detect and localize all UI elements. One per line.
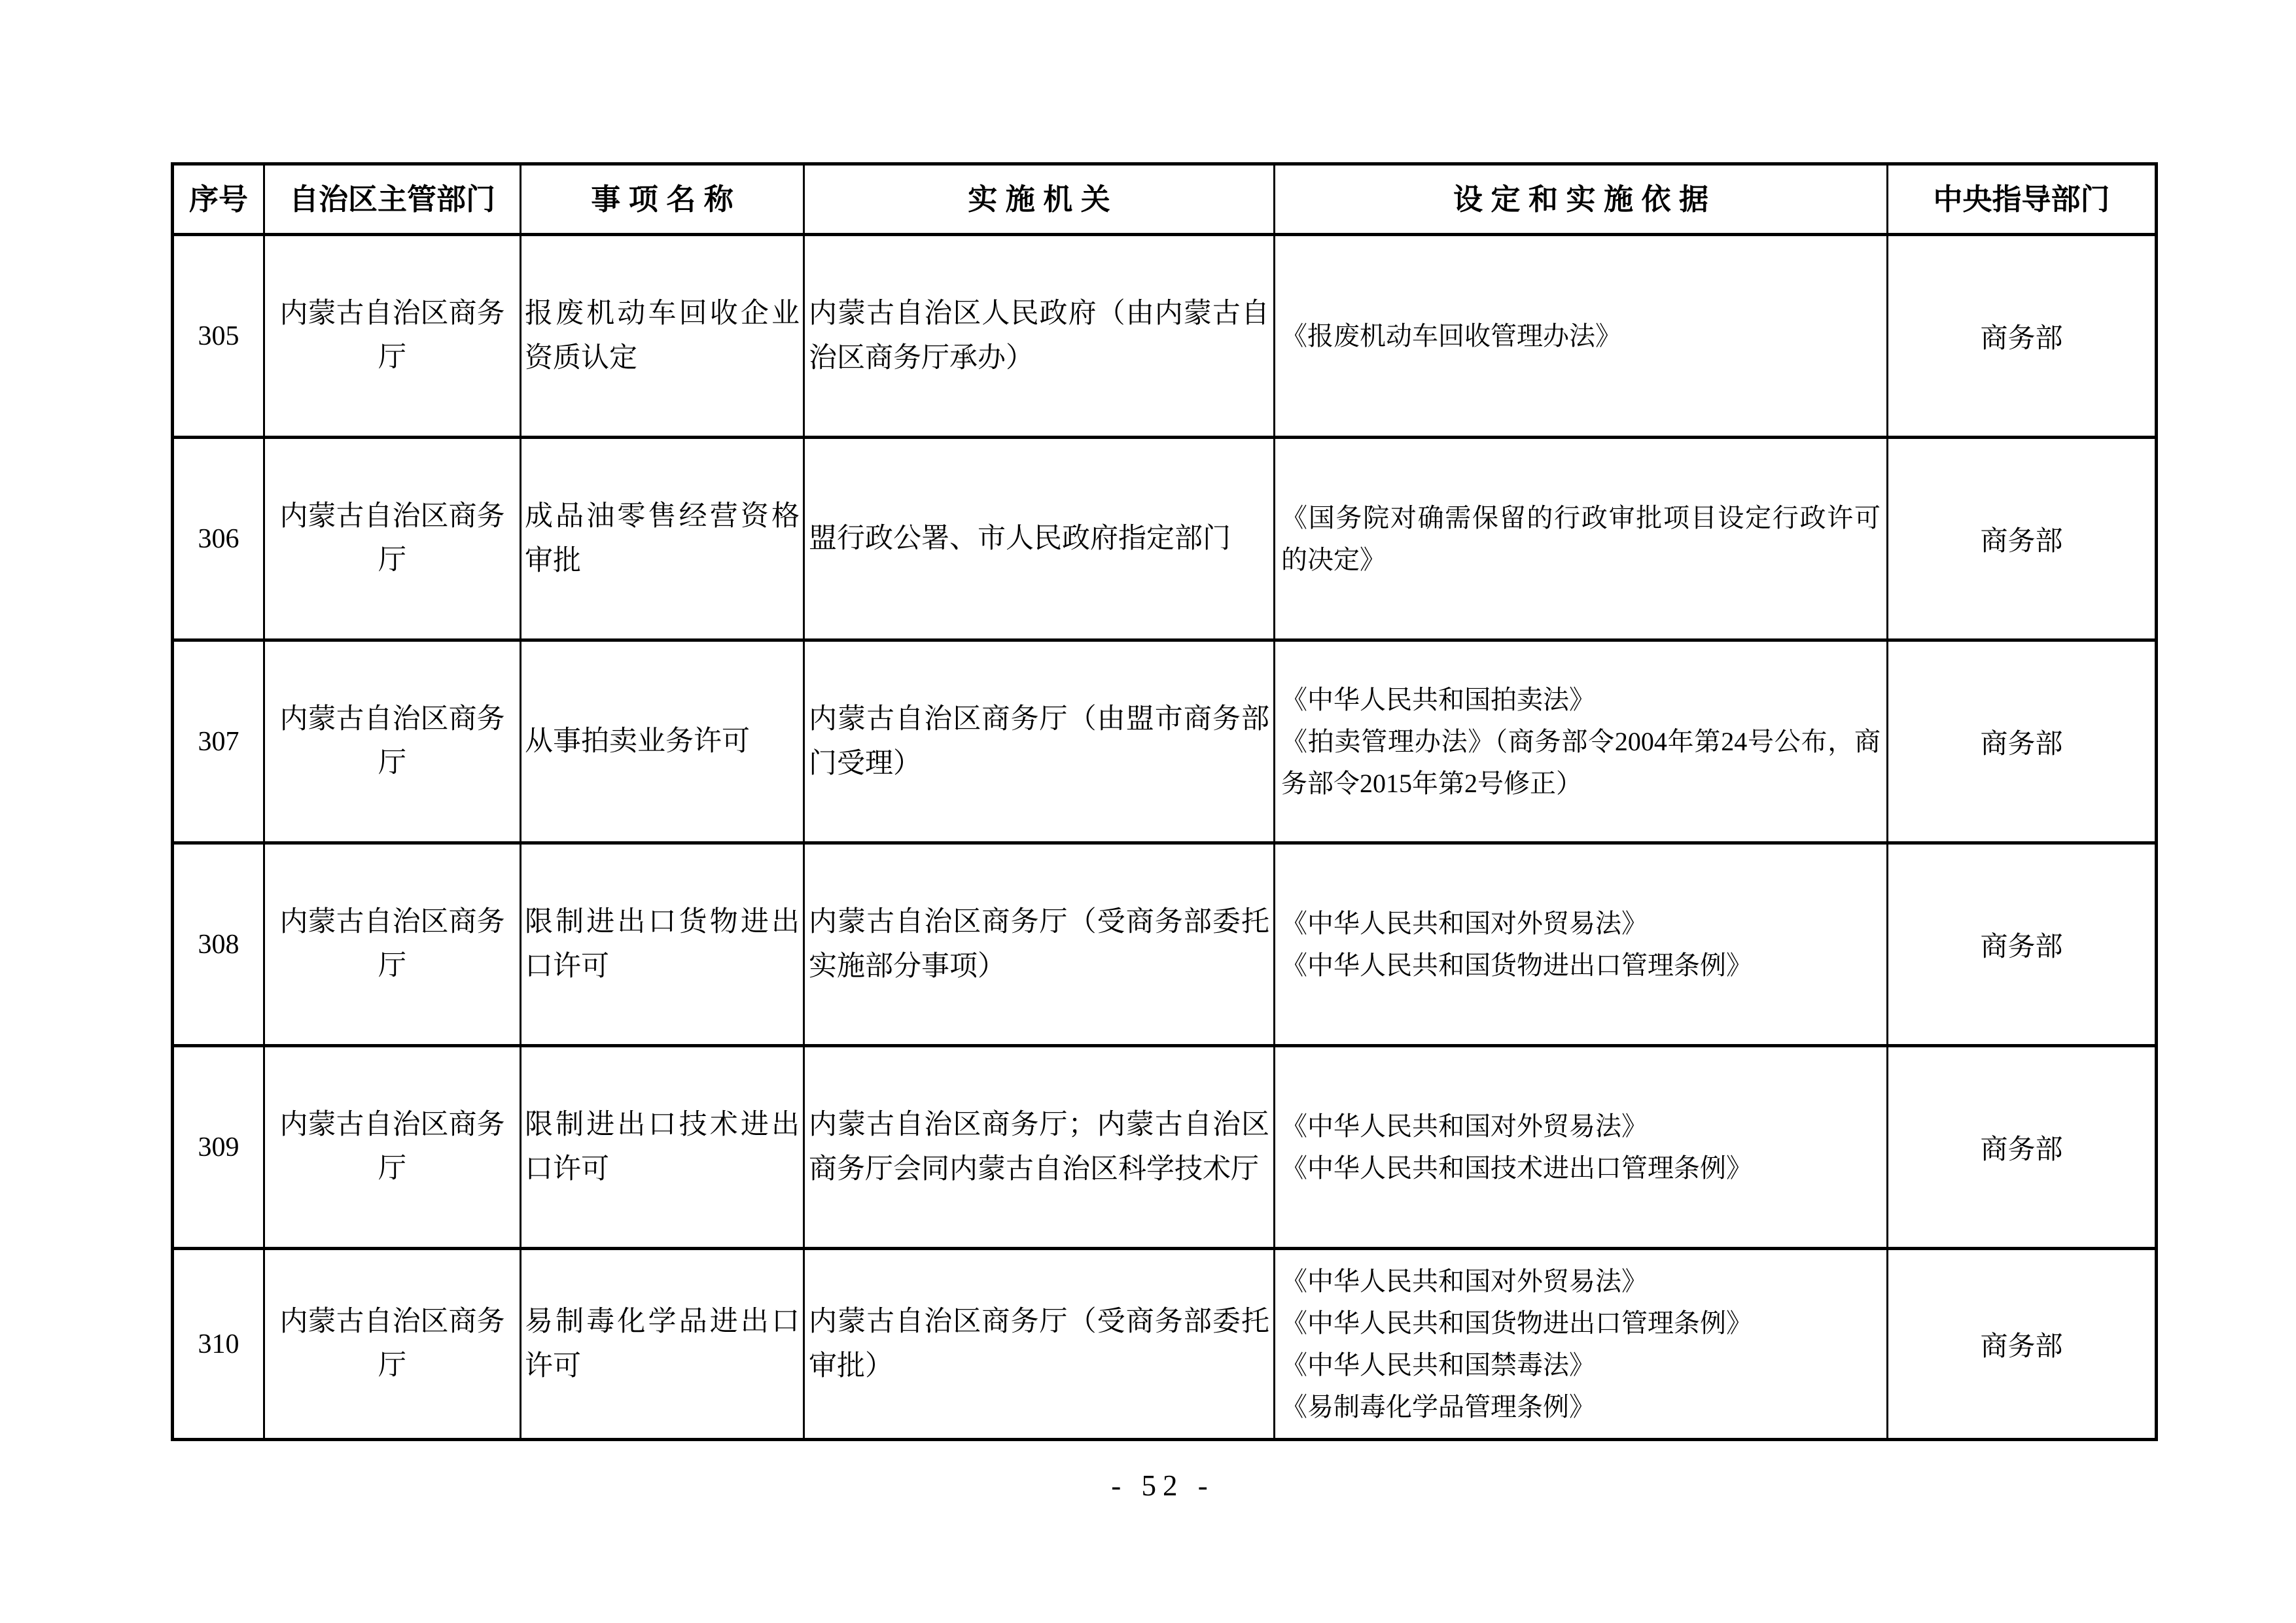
- table-row: [173, 640, 2157, 843]
- cell-central-department: 商务部: [1888, 843, 2157, 1046]
- basis-line: 《中华人民共和国货物进出口管理条例》: [1281, 950, 1752, 980]
- cell-serial-number: 308: [173, 843, 264, 1046]
- page-number: - 52 -: [1111, 1469, 1214, 1502]
- basis-line: 《中华人民共和国对外贸易法》: [1281, 1111, 1648, 1141]
- table-row: [173, 1249, 2157, 1440]
- cell-basis: [1275, 438, 1888, 640]
- cell-region-department: 内蒙古自治区商务厅: [264, 235, 521, 438]
- cell-central-department: 商务部: [1888, 1046, 2157, 1249]
- cell-item-name: 限制进出口技术进出口许可: [521, 1046, 804, 1249]
- basis-line: 《中华人民共和国拍卖法》: [1281, 684, 1595, 714]
- basis-line: 《中华人民共和国技术进出口管理条例》: [1281, 1153, 1752, 1183]
- column-header-region-department: 自治区主管部门: [264, 164, 521, 235]
- approval-items-table: [171, 162, 2158, 1441]
- cell-serial-number: 307: [173, 640, 264, 843]
- basis-line: 《拍卖管理办法》（商务部令2004年第24号公布，商务部令2015年第2号修正）: [1281, 726, 1881, 798]
- cell-basis: [1275, 843, 1888, 1046]
- cell-implementing-agency: 内蒙古自治区商务厅；内蒙古自治区商务厅会同内蒙古自治区科学技术厅: [804, 1046, 1275, 1249]
- cell-serial-number: 305: [173, 235, 264, 438]
- cell-region-department: 内蒙古自治区商务厅: [264, 640, 521, 843]
- cell-basis: [1275, 640, 1888, 843]
- cell-implementing-agency: 内蒙古自治区人民政府（由内蒙古自治区商务厅承办）: [804, 235, 1275, 438]
- column-header-item-name: 事 项 名 称: [521, 164, 804, 235]
- cell-central-department: 商务部: [1888, 235, 2157, 438]
- basis-line: 《中华人民共和国对外贸易法》: [1281, 1266, 1648, 1296]
- basis-line: 《中华人民共和国禁毒法》: [1281, 1350, 1595, 1380]
- table-row: [173, 438, 2157, 640]
- cell-central-department: 商务部: [1888, 438, 2157, 640]
- basis-line: 《中华人民共和国货物进出口管理条例》: [1281, 1308, 1752, 1338]
- cell-item-name: 限制进出口货物进出口许可: [521, 843, 804, 1046]
- cell-implementing-agency: 内蒙古自治区商务厅（受商务部委托实施部分事项）: [804, 843, 1275, 1046]
- cell-region-department: 内蒙古自治区商务厅: [264, 438, 521, 640]
- cell-implementing-agency: 内蒙古自治区商务厅（由盟市商务部门受理）: [804, 640, 1275, 843]
- cell-central-department: 商务部: [1888, 1249, 2157, 1440]
- cell-serial-number: 306: [173, 438, 264, 640]
- cell-region-department: 内蒙古自治区商务厅: [264, 1249, 521, 1440]
- table-row: [173, 843, 2157, 1046]
- table-row: [173, 235, 2157, 438]
- column-header-serial-number: 序号: [173, 164, 264, 235]
- cell-region-department: 内蒙古自治区商务厅: [264, 843, 521, 1046]
- cell-basis: [1275, 235, 1888, 438]
- cell-basis: [1275, 1249, 1888, 1440]
- table-row: [173, 1046, 2157, 1249]
- cell-item-name: 从事拍卖业务许可: [521, 640, 804, 843]
- cell-item-name: 成品油零售经营资格审批: [521, 438, 804, 640]
- cell-item-name: 易制毒化学品进出口许可: [521, 1249, 804, 1440]
- cell-item-name: 报废机动车回收企业资质认定: [521, 235, 804, 438]
- table-header-row: [173, 164, 2157, 235]
- column-header-implementing-agency: 实 施 机 关: [804, 164, 1275, 235]
- cell-implementing-agency: 盟行政公署、市人民政府指定部门: [804, 438, 1275, 640]
- cell-region-department: 内蒙古自治区商务厅: [264, 1046, 521, 1249]
- basis-line: 《中华人民共和国对外贸易法》: [1281, 908, 1648, 938]
- cell-basis: [1275, 1046, 1888, 1249]
- column-header-central-department: 中央指导部门: [1888, 164, 2157, 235]
- basis-line: 《国务院对确需保留的行政审批项目设定行政许可的决定》: [1281, 502, 1881, 574]
- basis-line: 《易制毒化学品管理条例》: [1281, 1391, 1595, 1422]
- cell-central-department: 商务部: [1888, 640, 2157, 843]
- cell-implementing-agency: 内蒙古自治区商务厅（受商务部委托审批）: [804, 1249, 1275, 1440]
- column-header-basis: 设 定 和 实 施 依 据: [1275, 164, 1888, 235]
- cell-serial-number: 309: [173, 1046, 264, 1249]
- cell-serial-number: 310: [173, 1249, 264, 1440]
- basis-line: 《报废机动车回收管理办法》: [1281, 321, 1621, 351]
